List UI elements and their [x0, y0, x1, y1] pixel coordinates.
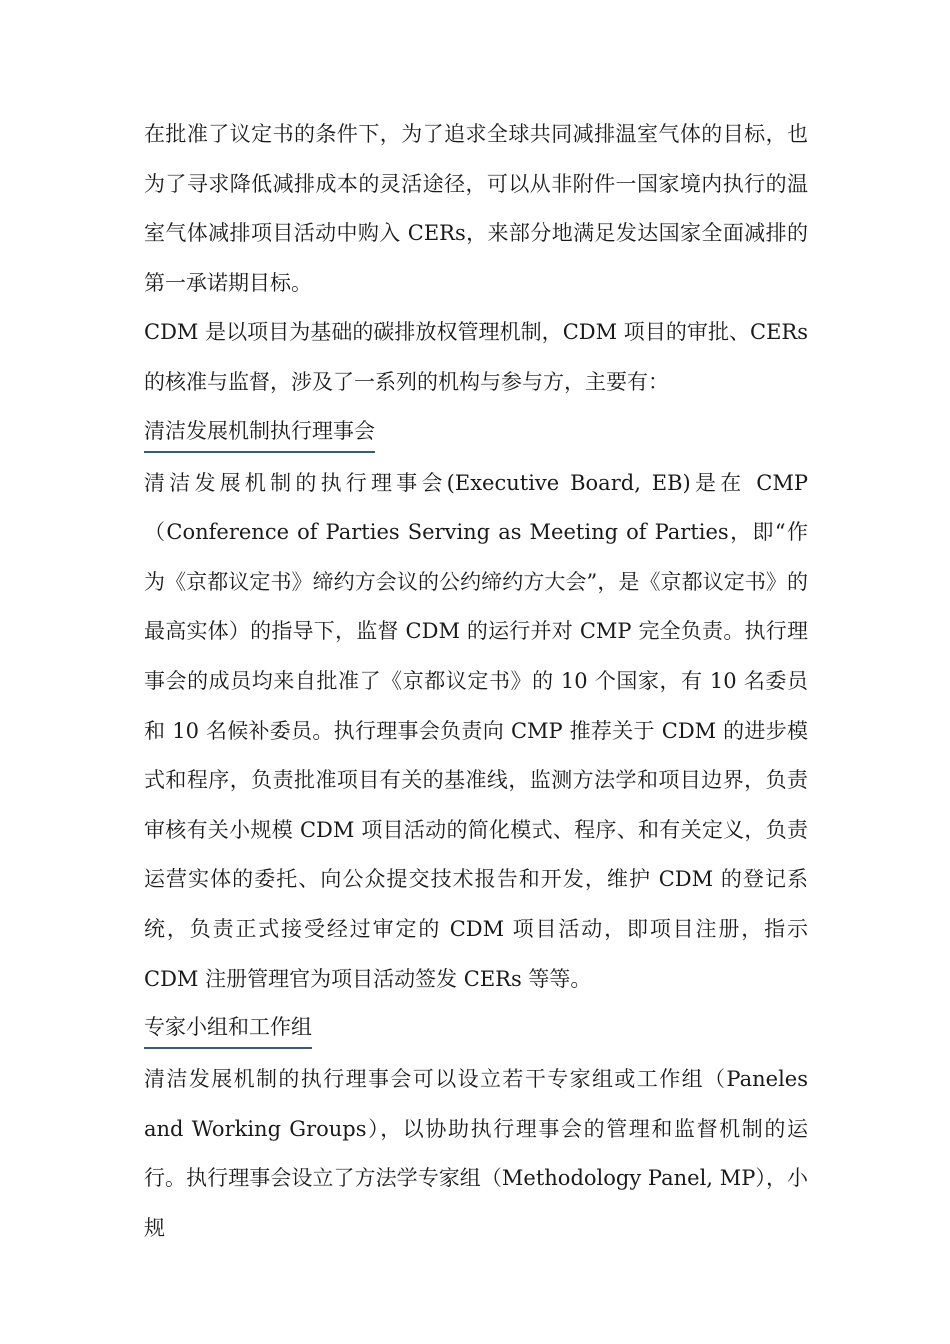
paragraph-intro: 在批准了议定书的条件下，为了追求全球共同减排温室气体的目标，也为了寻求降低减排成本的灵活途径，可以从非附件一国家境内执行的温室气体减排项目活动中购入 CERs，来部分地满足发达国家全面减排的第一承诺期目标。 [144, 122, 808, 295]
section-heading-executive-board: 清洁发展机制执行理事会 [144, 411, 375, 453]
section-heading-panels: 专家小组和工作组 [144, 1007, 312, 1049]
paragraph-cdm-overview: CDM 是以项目为基础的碳排放权管理机制，CDM 项目的审批、CERs 的核准与监督，涉及了一系列的机构与参与方，主要有： [144, 320, 808, 394]
paragraph-panels: 清洁发展机制的执行理事会可以设立若干专家组或工作组（Paneles and Working Groups），以协助执行理事会的管理和监督机制的运行。执行理事会设立了方法学专家组（Methodology Panel, MP），小规 [144, 1067, 808, 1240]
paragraph-executive-board: 清洁发展机制的执行理事会(Executive Board, EB)是在 CMP（Conference of Parties Serving as Meeting of Parties，即“作为《京都议定书》缔约方会议的公约缔约方大会”，是《京都议定书》的最高实体）的指导下，监督 CDM 的运行并对 CMP 完全负责。执行理事会的成员均来自批准了《京都议定书》的 10 个国家，有 10 名委员和 10 名候补委员。执行理事会负责向 CMP 推荐关于 CDM 的进步模式和程序，负责批准项目有关的基准线，监测方法学和项目边界，负责审核有关小规模 CDM 项目活动的简化模式、程序、和有关定义，负责运营实体的委托、向公众提交技术报告和开发，维护 CDM 的登记系统，负责正式接受经过审定的 CDM 项目活动，即项目注册，指示 CDM 注册管理官为项目活动签发 CERs 等等。 [144, 470, 808, 991]
document-body [144, 110, 808, 1253]
